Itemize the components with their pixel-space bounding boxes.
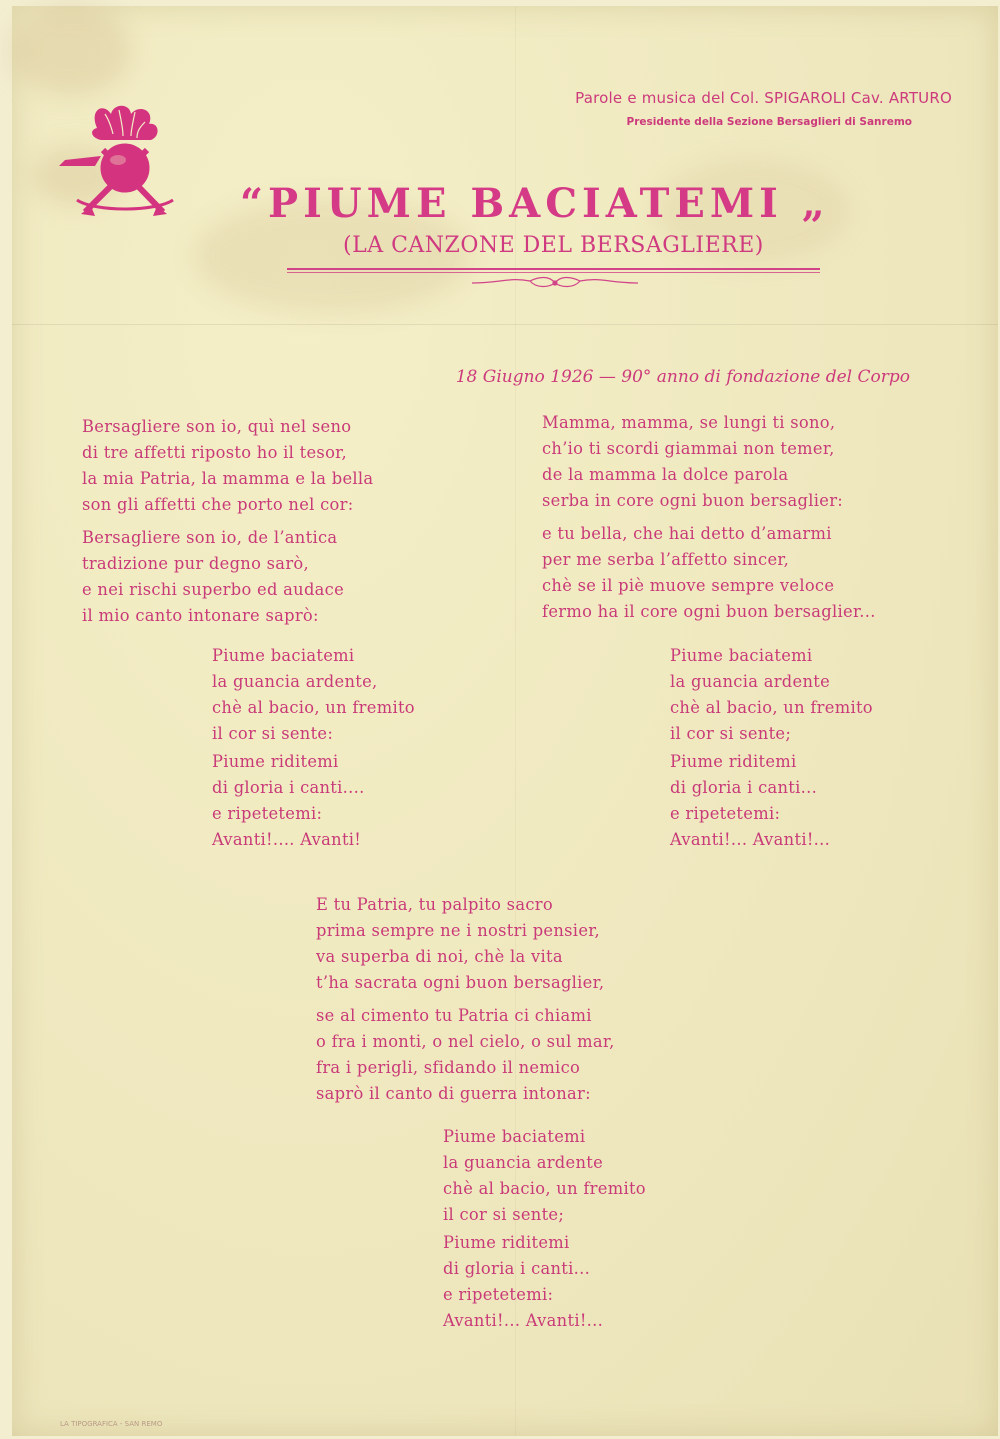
stanza-3 <box>316 892 615 1107</box>
title-rule <box>287 268 820 270</box>
verse-line: chè al bacio, un fremito <box>670 698 873 717</box>
verse-line: Bersagliere son io, de l’antica <box>82 528 338 547</box>
verse-line: chè se il piè muove sempre veloce <box>542 576 835 595</box>
printer-imprint: LA TIPOGRAFICA - SAN REMO <box>60 1420 163 1428</box>
paper-stain <box>12 6 132 96</box>
verse-line: Piume baciatemi <box>670 646 813 665</box>
verse-line: va superba di noi, chè la vita <box>316 947 563 966</box>
verse-line: de la mamma la dolce parola <box>542 465 789 484</box>
stanza-2 <box>542 410 876 625</box>
verse-line: il cor si sente: <box>212 724 334 743</box>
verse-line: Avanti!... Avanti!... <box>443 1311 604 1330</box>
verse-line: Piume baciatemi <box>212 646 355 665</box>
verse-line: chè al bacio, un fremito <box>443 1179 646 1198</box>
fold-crease <box>12 324 998 325</box>
verse-line: fra i perigli, sfidando il nemico <box>316 1058 581 1077</box>
verse-line: chè al bacio, un fremito <box>212 698 415 717</box>
verse-line: il mio canto intonare saprò: <box>82 606 319 625</box>
verse-line: prima sempre ne i nostri pensier, <box>316 921 601 940</box>
refrain-2 <box>670 643 873 853</box>
verse-line: se al cimento tu Patria ci chiami <box>316 1006 592 1025</box>
verse-line: t’ha sacrata ogni buon bersaglier, <box>316 973 605 992</box>
verse-line: la guancia ardente <box>443 1153 604 1172</box>
verse-line: il cor si sente; <box>670 724 792 743</box>
verse-line: e ripetetemi: <box>443 1285 554 1304</box>
verse-line: Piume riditemi <box>212 752 339 771</box>
title-rule <box>287 272 820 273</box>
verse-line: ch’io ti scordi giammai non temer, <box>542 439 835 458</box>
date-line: 18 Giugno 1926 — 90° anno di fondazione del Corpo <box>455 367 910 387</box>
verse-line: E tu Patria, tu palpito sacro <box>316 895 553 914</box>
verse-line: per me serba l’affetto sincer, <box>542 550 790 569</box>
verse-line: di tre affetti riposto ho il tesor, <box>82 443 347 462</box>
credits-position: Presidente della Sezione Bersaglieri di Sanremo <box>626 116 912 128</box>
verse-line: tradizione pur degno sarò, <box>82 554 309 573</box>
song-subtitle: (LA CANZONE DEL BERSAGLIERE) <box>343 233 764 258</box>
bersaglieri-plumed-grenade-icon <box>55 100 180 230</box>
verse-line: son gli affetti che porto nel cor: <box>82 495 354 514</box>
verse-line: la guancia ardente <box>670 672 831 691</box>
verse-line: Piume riditemi <box>443 1233 570 1252</box>
verse-line: Mamma, mamma, se lungi ti sono, <box>542 413 836 432</box>
verse-line: e ripetetemi: <box>670 804 781 823</box>
verse-line: fermo ha il core ogni buon bersaglier... <box>542 602 876 621</box>
verse-line: di gloria i canti... <box>443 1259 591 1278</box>
refrain-3 <box>443 1124 646 1334</box>
verse-line: e nei rischi superbo ed audace <box>82 580 345 599</box>
credits-author: Parole e musica del Col. SPIGAROLI Cav. ARTURO <box>575 89 952 107</box>
refrain-1 <box>212 643 415 853</box>
verse-line: Piume baciatemi <box>443 1127 586 1146</box>
verse-line: e tu bella, che hai detto d’amarmi <box>542 524 832 543</box>
verse-line: Avanti!... Avanti!... <box>670 830 831 849</box>
verse-line: Bersagliere son io, quì nel seno <box>82 417 352 436</box>
verse-line: serba in core ogni buon bersaglier: <box>542 491 844 510</box>
verse-line: la mia Patria, la mamma e la bella <box>82 469 374 488</box>
ornament-flourish-icon <box>470 274 640 292</box>
verse-line: saprò il canto di guerra intonar: <box>316 1084 591 1103</box>
song-title: “PIUME BACIATEMI „ <box>240 180 830 227</box>
stanza-1 <box>82 414 373 629</box>
verse-line: Piume riditemi <box>670 752 797 771</box>
verse-line: e ripetetemi: <box>212 804 323 823</box>
verse-line: Avanti!.... Avanti! <box>212 830 362 849</box>
verse-line: di gloria i canti.... <box>212 778 365 797</box>
verse-line: la guancia ardente, <box>212 672 378 691</box>
verse-line: il cor si sente; <box>443 1205 565 1224</box>
verse-line: o fra i monti, o nel cielo, o sul mar, <box>316 1032 615 1051</box>
verse-line: di gloria i canti... <box>670 778 818 797</box>
